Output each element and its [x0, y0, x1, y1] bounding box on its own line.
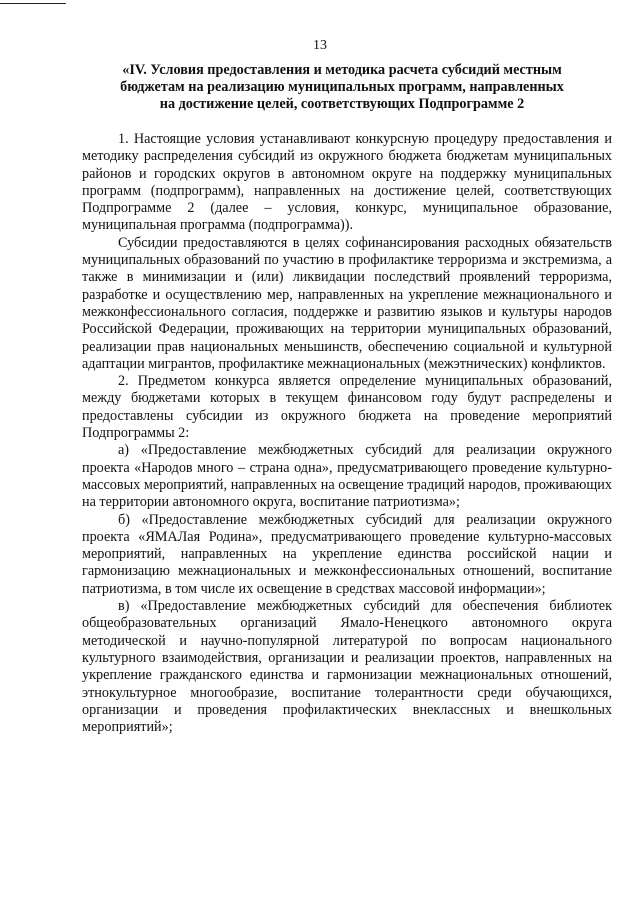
paragraph-item-v: в) «Предоставление межбюджетных субсидий для обеспечения библиотек общеобразовательных организаций Ямало-Ненецкого автономного округа методической и научно-популярной литературой по вопросам национального культурного взаимодействия, организации и реализации проектов, направленных на укрепление гражданского единства и гармонизации межнациональных отношений, этнокультурное многообразие, воспитание толерантности среди обучающихся, организации и проведения профилактических внеклассных и внешкольных мероприятий»;: [82, 598, 612, 736]
section-heading: [90, 62, 594, 112]
body-text: [82, 131, 612, 736]
paragraph-item-a: а) «Предоставление межбюджетных субсидий для реализации окружного проекта «Народов много – страна одна», предусматривающего проведение культурно-массовых мероприятий, направленных на освещение традиций народов, проживающих на территории автономного округа, воспитание патриотизма»;: [82, 442, 612, 511]
paragraph-item-b: б) «Предоставление межбюджетных субсидий для реализации окружного проекта «ЯМАЛая Родина», предусматривающего проведение культурно-массовых мероприятий, направленных на укрепление единства российской нации и гармонизацию межнациональных и межконфессиональных отношений, воспитание патриотизма, в том числе их освещение в средствах массовой информации»;: [82, 511, 612, 597]
heading-line-2: бюджетам на реализацию муниципальных программ, направленных: [120, 78, 564, 95]
corner-mark: [0, 0, 66, 4]
heading-line-3: на достижение целей, соответствующих Подпрограмме 2: [159, 95, 525, 112]
paragraph-1: 1. Настоящие условия устанавливают конкурсную процедуру предоставления и методику распределения субсидий из окружного бюджета бюджетам муниципальных районов и городских округов в автономном округе на поддержку муниципальных программ (подпрограмм), направленных на достижение целей, соответствующих Подпрограмме 2 (далее – условия, конкурс, муниципальное образование, муниципальная программа (подпрограмма)).: [82, 131, 612, 234]
page-number: 13: [313, 38, 327, 53]
paragraph-3: 2. Предметом конкурса является определение муниципальных образований, между бюджетами которых в текущем финансовом году будут распределены и предоставлены субсидии из окружного бюджета на проведение мероприятий Подпрограммы 2:: [82, 373, 612, 442]
paragraph-2: Субсидии предоставляются в целях софинансирования расходных обязательств муниципальных образований по участию в профилактике терроризма и экстремизма, а также в минимизации и (или) ликвидации последствий проявлений терроризма, разработке и осуществлению мер, направленных на укрепление межнационального и межконфессионального согласия, поддержке и развитию языков и культуры народов Российской Федерации, проживающих на территории муниципальных образований, реализации прав национальных меньшинств, обеспечению социальной и культурной адаптации мигрантов, профилактике межнациональных (межэтнических) конфликтов.: [82, 234, 612, 372]
heading-line-1: «IV. Условия предоставления и методика расчета субсидий местным: [122, 62, 562, 78]
